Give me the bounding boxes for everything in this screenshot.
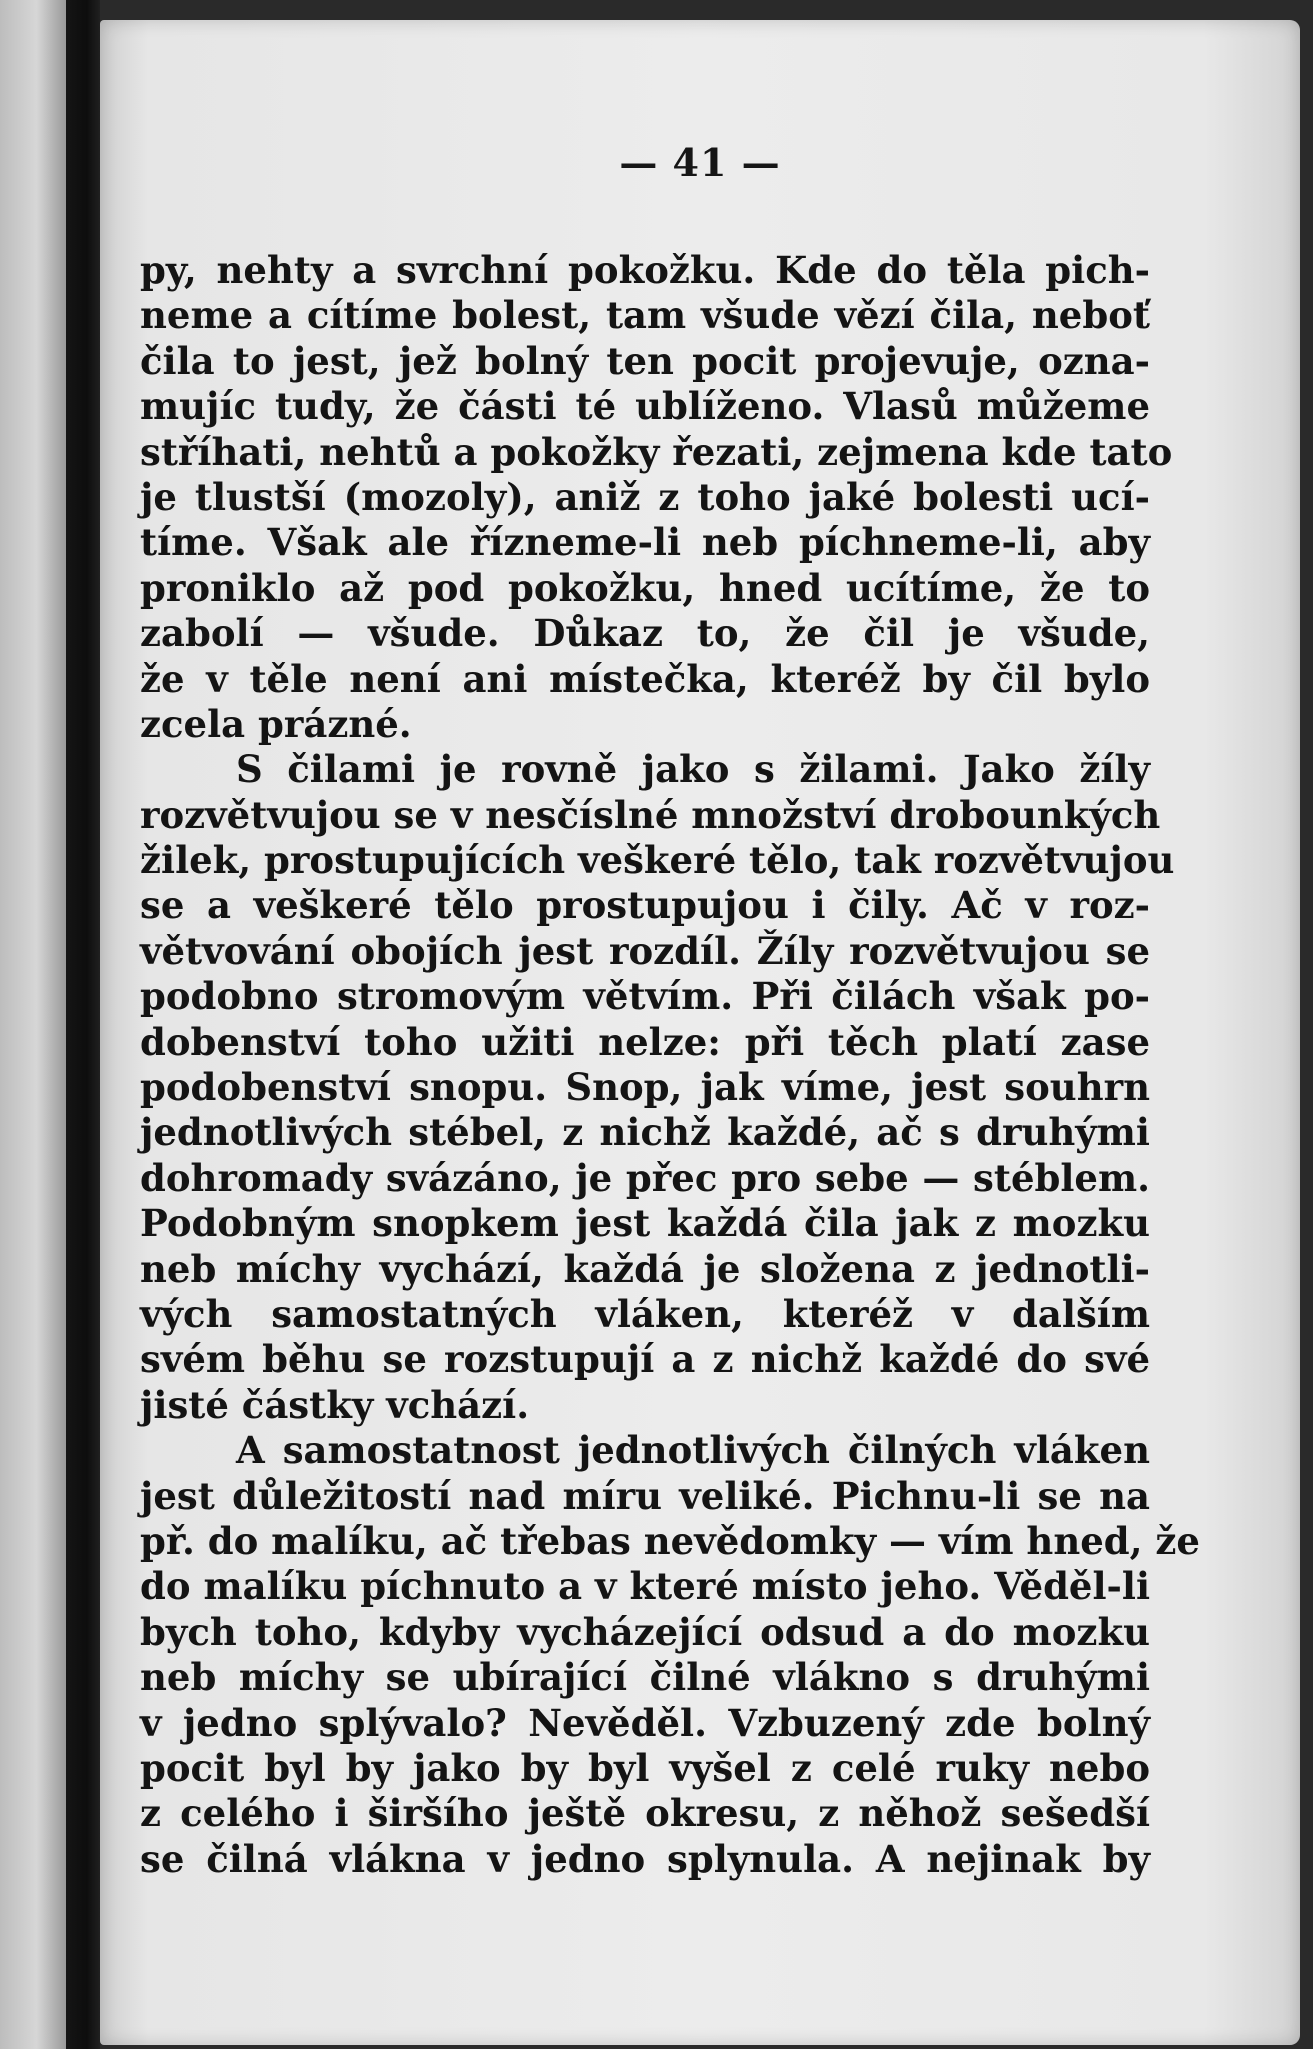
text-line: S čilami je rovně jako s žilami. Jako žíly — [236, 747, 1150, 792]
text-line: podobno stromovým větvím. Při čilách však po- — [140, 974, 1150, 1019]
text-line: dobenství toho užiti nelze: při těch platí zase — [140, 1019, 1150, 1064]
text-line: py, nehty a svrchní pokožku. Kde do těla pich- — [140, 248, 1150, 292]
text-line: zabolí — všude. Důkaz to, že čil je všude, — [140, 611, 1150, 656]
text-line: z celého i širšího ještě okresu, z něhož sešedší — [140, 1791, 1150, 1836]
text-line: dohromady svázáno, je přec pro sebe — stéblem. — [140, 1155, 1150, 1200]
text-line: vých samostatných vláken, kteréž v dalším — [140, 1291, 1150, 1336]
text-line: podobenství snopu. Snop, jak víme, jest souhrn — [140, 1065, 1150, 1110]
book-spine-shadow — [66, 0, 100, 2049]
text-line: neb míchy se ubírající čilné vlákno s druhými — [140, 1655, 1150, 1700]
text-line: se a veškeré tělo prostupujou i čily. Ač v roz- — [140, 883, 1150, 928]
text-line: neme a cítíme bolest, tam všude vězí čila, neboť — [140, 293, 1150, 338]
text-line: rozvětvujou se v nesčíslné množství drobounkých — [140, 792, 1161, 837]
text-line: stříhati, nehtů a pokožky řezati, zejmena kde tato — [140, 429, 1173, 474]
text-line: v jedno splývalo? Nevěděl. Vzbuzený zde bolný — [140, 1700, 1150, 1745]
text-line: do malíku píchnuto a v které místo jeho. Věděl-li — [140, 1564, 1150, 1609]
text-line: bych toho, kdyby vycházející odsud a do mozku — [140, 1609, 1150, 1654]
text-line: pocit byl by jako by byl vyšel z celé ruky nebo — [140, 1745, 1150, 1790]
text-line: př. do malíku, ač třebas nevědomky — vím hned, že — [140, 1518, 1200, 1563]
text-line: čila to jest, jež bolný ten pocit projevuje, ozna- — [140, 338, 1150, 383]
text-line: jisté částky vchází. — [140, 1382, 530, 1427]
text-line: Podobným snopkem jest každá čila jak z mozku — [140, 1201, 1150, 1246]
text-line: A samostatnost jednotlivých čilných vláken — [236, 1428, 1150, 1473]
text-line: zcela prázné. — [140, 701, 412, 746]
book-page — [100, 20, 1300, 2045]
text-line: větvování obojích jest rozdíl. Žíly rozvětvujou se — [140, 928, 1150, 973]
text-line: je tlustší (mozoly), aniž z toho jaké bolesti ucí- — [140, 474, 1150, 519]
page-number: — 41 — — [619, 140, 781, 185]
adjacent-page-edge — [0, 0, 66, 2049]
text-line: proniklo až pod pokožku, hned ucítíme, že to — [140, 565, 1150, 610]
text-line: jednotlivých stébel, z nichž každé, ač s druhými — [140, 1110, 1150, 1155]
text-line: svém běhu se rozstupují a z nichž každé do své — [140, 1337, 1150, 1382]
page-text — [140, 248, 1200, 1882]
text-line: žilek, prostupujících veškeré tělo, tak rozvětvujou — [140, 838, 1175, 883]
text-line: že v těle není ani místečka, kteréž by čil bylo — [140, 656, 1150, 701]
text-line: neb míchy vychází, každá je složena z jednotli- — [140, 1246, 1150, 1291]
text-line: se čilná vlákna v jedno splynula. A nejinak by — [140, 1836, 1150, 1881]
text-line: mujíc tudy, že části té ublíženo. Vlasů můžeme — [140, 384, 1150, 429]
text-line: jest důležitostí nad míru veliké. Pichnu-li se na — [140, 1473, 1150, 1518]
text-line: tíme. Však ale řízneme-li neb píchneme-li, aby — [140, 520, 1150, 565]
